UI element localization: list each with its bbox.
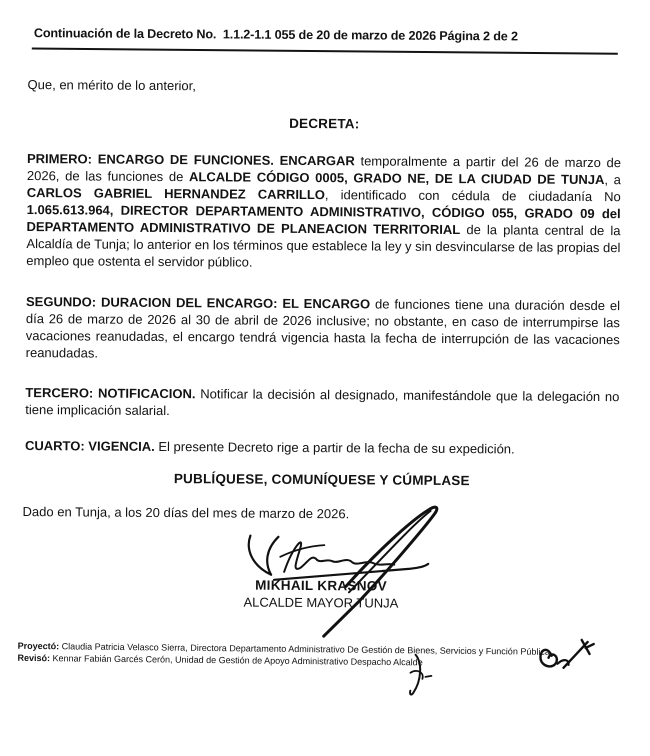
text-run: Claudia Patricia Velasco Sierra, Directora Departamento Administrativo De Gestión de Bienes, Servicios y Función Pública. <box>59 641 553 657</box>
text-run: temporalmente a partir del 26 de marzo de 2026, de las funciones de <box>26 153 622 185</box>
page-header-continuation: Continuación de la Decreto No. 1.1.2-1.1 055 de 20 de marzo de 2026 Página 2 de 2 <box>33 26 518 44</box>
text-run: de la planta central de la Alcaldía de Tunja; lo anterior en los términos que establece la ley y sin desvincularse de las propias del empleo que ostenta el servidor público. <box>26 222 621 270</box>
text-run: CARLOS GABRIEL HERNANDEZ CARRILLO <box>26 185 326 203</box>
article-primero <box>26 150 621 273</box>
article-segundo <box>26 293 620 365</box>
text-run: , identificado con cédula de ciudadanía No <box>324 187 621 205</box>
text-run: de funciones tiene una duración desde el día 26 de marzo de 2026 al 30 de abril de 2026 inclusive; no obstante, en caso de interrumpirse las vacaciones reanudadas, el encargo tendrá vigencia hasta la fecha de interrupción de las vacaciones reanudadas. <box>25 296 621 361</box>
text-run: Proyectó: <box>17 640 60 652</box>
footer-credits <box>17 640 562 670</box>
article-cuarto <box>25 437 619 458</box>
text-run: El presente Decreto rige a partir de la fecha de su expedición. <box>158 438 515 457</box>
text-run: PRIMERO: ENCARGO DE FUNCIONES. ENCARGAR <box>26 151 361 169</box>
signer-title: ALCALDE MAYOR TUNJA <box>243 594 399 611</box>
signature-mark <box>228 499 449 641</box>
approver-initials-mark <box>535 634 597 676</box>
text-run: Kennar Fabián Garcés Cerón, Unidad de Gestión de Apoyo Administrativo Despacho Alcalde <box>49 653 423 668</box>
text-run: Notificar la decisión al designado, manifestándole que la delegación no tiene implicación salarial. <box>25 386 620 419</box>
reviewer-rubric-mark <box>401 651 437 699</box>
text-run: SEGUNDO: DURACION DEL ENCARGO: EL ENCARGO <box>25 294 376 312</box>
publish-heading: PUBLÍQUESE, COMUNÍQUESE Y CÚMPLASE <box>173 471 470 489</box>
signer-name: MIKHAIL KRASNOV <box>255 577 387 594</box>
text-run: ALCALDE CÓDIGO 0005, GRADO NE, DE LA CIUDAD DE TUNJA <box>188 169 605 188</box>
text-run: CUARTO: VIGENCIA. <box>24 438 159 454</box>
text-run: Revisó: <box>17 652 51 664</box>
text-run: TERCERO: NOTIFICACION. <box>25 385 201 402</box>
issued-line: Dado en Tunja, a los 20 días del mes de marzo de 2026. <box>22 504 350 522</box>
text-run: , a <box>604 172 621 188</box>
decreta-heading: DECRETA: <box>289 115 360 132</box>
text-run: 1.065.613.964, DIRECTOR DEPARTAMENTO ADMINISTRATIVO, CÓDIGO 055, GRADO 09 del DEPARTAMENTO ADMINISTRATIVO DE PLANEACION TERRITORIAL <box>26 202 621 238</box>
header-rule <box>32 47 618 54</box>
intro-line: Que, en mérito de lo anterior, <box>27 77 196 94</box>
article-tercero <box>25 384 619 422</box>
